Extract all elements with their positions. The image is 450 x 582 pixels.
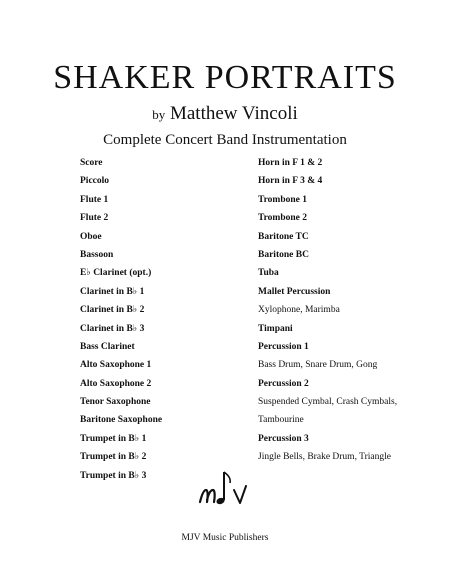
- instrument-list-item: Clarinet in B♭ 2: [80, 305, 145, 316]
- instrument-list-item: Baritone BC: [258, 249, 309, 260]
- instrument-list-item: Tenor Saxophone: [80, 397, 151, 408]
- instrument-list-item: Oboe: [80, 231, 102, 242]
- instrumentation-subtitle: Complete Concert Band Instrumentation: [103, 132, 347, 148]
- instrument-list-item: Percussion 3: [258, 433, 309, 444]
- instrument-list-item: Trumpet in B♭ 3: [80, 470, 147, 481]
- instrument-list-left: [80, 154, 280, 485]
- instrument-list-item: Trombone 1: [258, 194, 307, 205]
- instrument-list-item: Timpani: [258, 323, 293, 334]
- publisher-name: MJV Music Publishers: [181, 533, 269, 543]
- instrument-list-right: [258, 154, 450, 467]
- instrument-list-item: Alto Saxophone 1: [80, 360, 152, 371]
- instrument-list-item: Clarinet in B♭ 1: [80, 286, 145, 297]
- instrument-list-item: Xylophone, Marimba: [258, 305, 340, 316]
- instrument-list-item: E♭ Clarinet (opt.): [80, 268, 152, 279]
- byline-prefix: by: [152, 107, 166, 122]
- instrument-list-item: Bass Drum, Snare Drum, Gong: [258, 360, 378, 371]
- document-title: SHAKER PORTRAITS: [53, 59, 397, 96]
- instrument-list-item: Bass Clarinet: [80, 341, 135, 352]
- instrument-list-item: Flute 2: [80, 213, 109, 224]
- instrument-list-item: Percussion 1: [258, 341, 309, 352]
- byline: [0, 102, 450, 127]
- instrument-list-item: Mallet Percussion: [258, 286, 331, 297]
- instrument-list-item: Alto Saxophone 2: [80, 378, 152, 389]
- composer-name: Matthew Vincoli: [169, 103, 298, 124]
- instrument-list-item: Tuba: [258, 268, 279, 279]
- instrument-list-item: Score: [80, 158, 103, 168]
- instrument-list-item: Trombone 2: [258, 213, 307, 224]
- instrument-list-item: Horn in F 3 & 4: [258, 176, 323, 187]
- instrument-list-item: Trumpet in B♭ 1: [80, 433, 147, 444]
- instrument-list-item: Percussion 2: [258, 378, 309, 389]
- instrument-list-item: Suspended Cymbal, Crash Cymbals,: [258, 397, 398, 408]
- instrument-list-item: Clarinet in B♭ 3: [80, 323, 145, 334]
- instrument-list-item: Jingle Bells, Brake Drum, Triangle: [258, 452, 391, 463]
- instrument-list-item: Flute 1: [80, 194, 109, 205]
- instrument-list-item: Baritone TC: [258, 231, 309, 242]
- instrument-list-item: Piccolo: [80, 176, 110, 187]
- instrument-list-item: Bassoon: [80, 249, 114, 260]
- instrument-list-item: Baritone Saxophone: [80, 415, 163, 426]
- instrument-list-item: Tambourine: [258, 415, 304, 426]
- mjv-logo-icon: [196, 466, 252, 510]
- instrument-list-item: Trumpet in B♭ 2: [80, 452, 147, 463]
- instrument-list-item: Horn in F 1 & 2: [258, 158, 323, 168]
